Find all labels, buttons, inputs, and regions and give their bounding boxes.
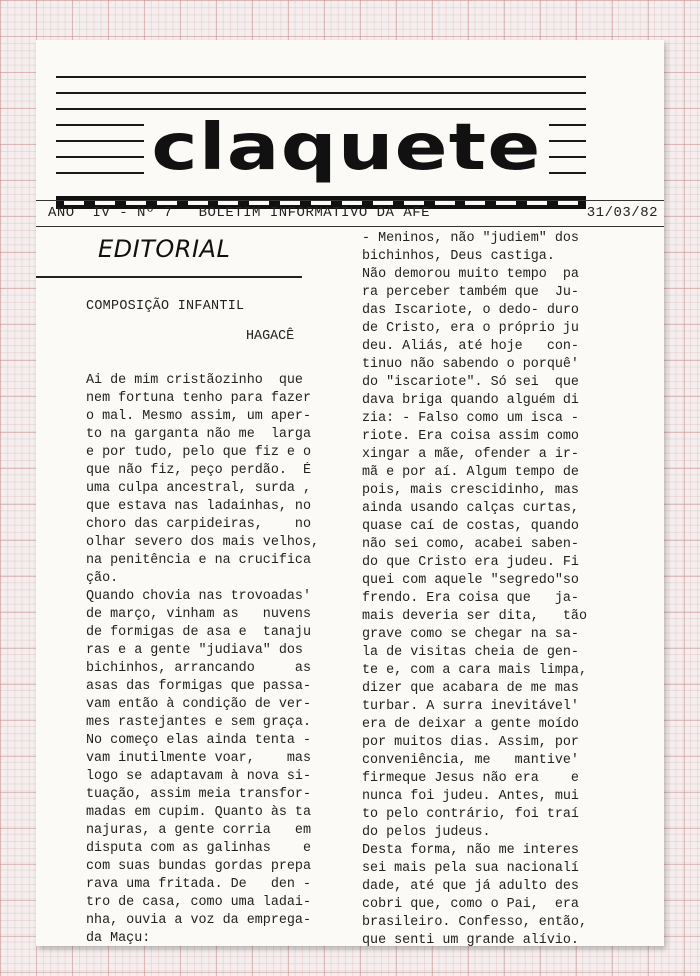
text-line: turbar. A surra inevitável': [362, 699, 579, 714]
text-line: Desta forma, não me interes: [362, 843, 579, 858]
article-title: COMPOSIÇÃO INFANTIL: [86, 299, 245, 314]
text-line: ra perceber também que Ju-: [362, 285, 579, 300]
text-line: ras e a gente "judiava" dos: [86, 643, 303, 658]
text-line: te e, com a cara mais limpa,: [362, 663, 587, 678]
text-line: vam inutilmente voar, mas: [86, 751, 311, 766]
text-line: madas em cupim. Quanto às ta: [86, 805, 311, 820]
text-line: to na garganta não me larga: [86, 427, 311, 442]
text-line: do pelos judeus.: [362, 825, 491, 840]
text-line: conveniência, me mantive': [362, 753, 579, 768]
text-line: disputa com as galinhas e: [86, 841, 311, 856]
text-line: firmeque Jesus não era e: [362, 771, 579, 786]
text-line: grave como se chegar na sa-: [362, 627, 579, 642]
text-line: tinuo não sabendo o porquê': [362, 357, 579, 372]
text-line: xingar a mãe, ofender a ir-: [362, 447, 579, 462]
text-line: la de visitas cheia de gen-: [362, 645, 579, 660]
text-line: Não demorou muito tempo pa: [362, 267, 579, 282]
text-line: do "iscariote". Só sei que: [362, 375, 579, 390]
right-column: [362, 230, 658, 950]
text-line: tuação, assim meia transfor-: [86, 787, 311, 802]
text-line: olhar severo dos mais velhos,: [86, 535, 320, 550]
text-line: logo se adaptavam à nova si-: [86, 769, 311, 784]
text-line: nha, ouvia a voz da emprega-: [86, 913, 311, 928]
text-line: to pelo contrário, foi traí: [362, 807, 579, 822]
text-line: No começo elas ainda tenta -: [86, 733, 311, 748]
text-line: uma culpa ancestral, surda ,: [86, 481, 311, 496]
info-divider-top: [36, 200, 664, 201]
text-line: bichinhos, arrancando as: [86, 661, 311, 676]
issue-number: ANO IV - Nº 7: [48, 205, 173, 221]
text-line: que estava nas ladainhas, no: [86, 499, 311, 514]
left-column-text: [86, 372, 342, 948]
text-line: de março, vinham as nuvens: [86, 607, 311, 622]
section-rule: [36, 276, 302, 278]
text-line: e por tudo, pelo que fiz e o: [86, 445, 311, 460]
text-line: najuras, a gente corria em: [86, 823, 311, 838]
text-line: - Meninos, não "judiem" dos: [362, 231, 579, 246]
text-line: era de deixar a gente moído: [362, 717, 579, 732]
text-line: nem fortuna tenho para fazer: [86, 391, 311, 406]
section-title: EDITORIAL: [98, 235, 231, 263]
text-line: não sei como, acabei saben-: [362, 537, 579, 552]
text-line: ainda usando calças curtas,: [362, 501, 579, 516]
text-line: asas das formigas que passa-: [86, 679, 311, 694]
text-line: pois, mais crescidinho, mas: [362, 483, 579, 498]
text-line: mais deveria ser dita, tão: [362, 609, 587, 624]
text-line: dizer que acabara de me mas: [362, 681, 579, 696]
text-line: quei com aquele "segredo"so: [362, 573, 579, 588]
text-line: com suas bundas gordas prepa: [86, 859, 311, 874]
text-line: quase caí de costas, quando: [362, 519, 579, 534]
issue-info-bar: [48, 205, 658, 221]
text-line: Quando chovia nas trovoadas': [86, 589, 311, 604]
text-line: das Iscariote, o dedo- duro: [362, 303, 579, 318]
text-line: Ai de mim cristãozinho que: [86, 373, 303, 388]
article-author: HAGACÊ: [246, 329, 295, 344]
text-line: de formigas de asa e tanaju: [86, 625, 311, 640]
text-line: mã e por aí. Algum tempo de: [362, 465, 579, 480]
masthead-line: [56, 108, 586, 110]
bulletin-subtitle: BOLETIM INFORMATIVO DA AFE: [198, 205, 431, 221]
text-line: dade, até que já adulto des: [362, 879, 579, 894]
text-line: vam então à condição de ver-: [86, 697, 311, 712]
text-line: frendo. Era coisa que ja-: [362, 591, 579, 606]
text-line: bichinhos, Deus castiga.: [362, 249, 555, 264]
text-line: por muitos dias. Assim, por: [362, 735, 579, 750]
left-column: [86, 298, 342, 948]
text-line: sei mais pela sua nacionalí: [362, 861, 579, 876]
text-line: nunca foi judeu. Antes, mui: [362, 789, 579, 804]
text-line: do que Cristo era judeu. Fi: [362, 555, 579, 570]
masthead: [56, 68, 586, 188]
text-line: ção.: [86, 571, 119, 586]
text-line: choro das carpideiras, no: [86, 517, 311, 532]
info-divider-bottom: [36, 226, 664, 227]
text-line: cobri que, como o Pai, era: [362, 897, 579, 912]
text-line: riote. Era coisa assim como: [362, 429, 579, 444]
text-line: mes rastejantes e sem graça.: [86, 715, 311, 730]
masthead-line: [56, 92, 586, 94]
text-line: de Cristo, era o próprio ju: [362, 321, 579, 336]
text-line: dava briga quando alguém di: [362, 393, 579, 408]
text-line: o mal. Mesmo assim, um aper-: [86, 409, 311, 424]
text-line: tro de casa, como uma ladai-: [86, 895, 311, 910]
text-line: rava uma fritada. De den -: [86, 877, 311, 892]
text-line: que senti um grande alívio.: [362, 933, 579, 948]
text-line: brasileiro. Confesso, então,: [362, 915, 587, 930]
right-column-text: [362, 230, 658, 950]
newsletter-page: [36, 40, 664, 946]
text-line: zia: - Falso como um isca -: [362, 411, 579, 426]
text-line: que não fiz, peço perdão. É: [86, 463, 311, 478]
text-line: na penitência e na crucifica: [86, 553, 311, 568]
issue-date: 31/03/82: [586, 205, 658, 221]
text-line: deu. Aliás, até hoje con-: [362, 339, 579, 354]
masthead-line: [56, 76, 586, 78]
masthead-title: claquete: [144, 116, 549, 180]
text-line: da Maçu:: [86, 931, 151, 946]
